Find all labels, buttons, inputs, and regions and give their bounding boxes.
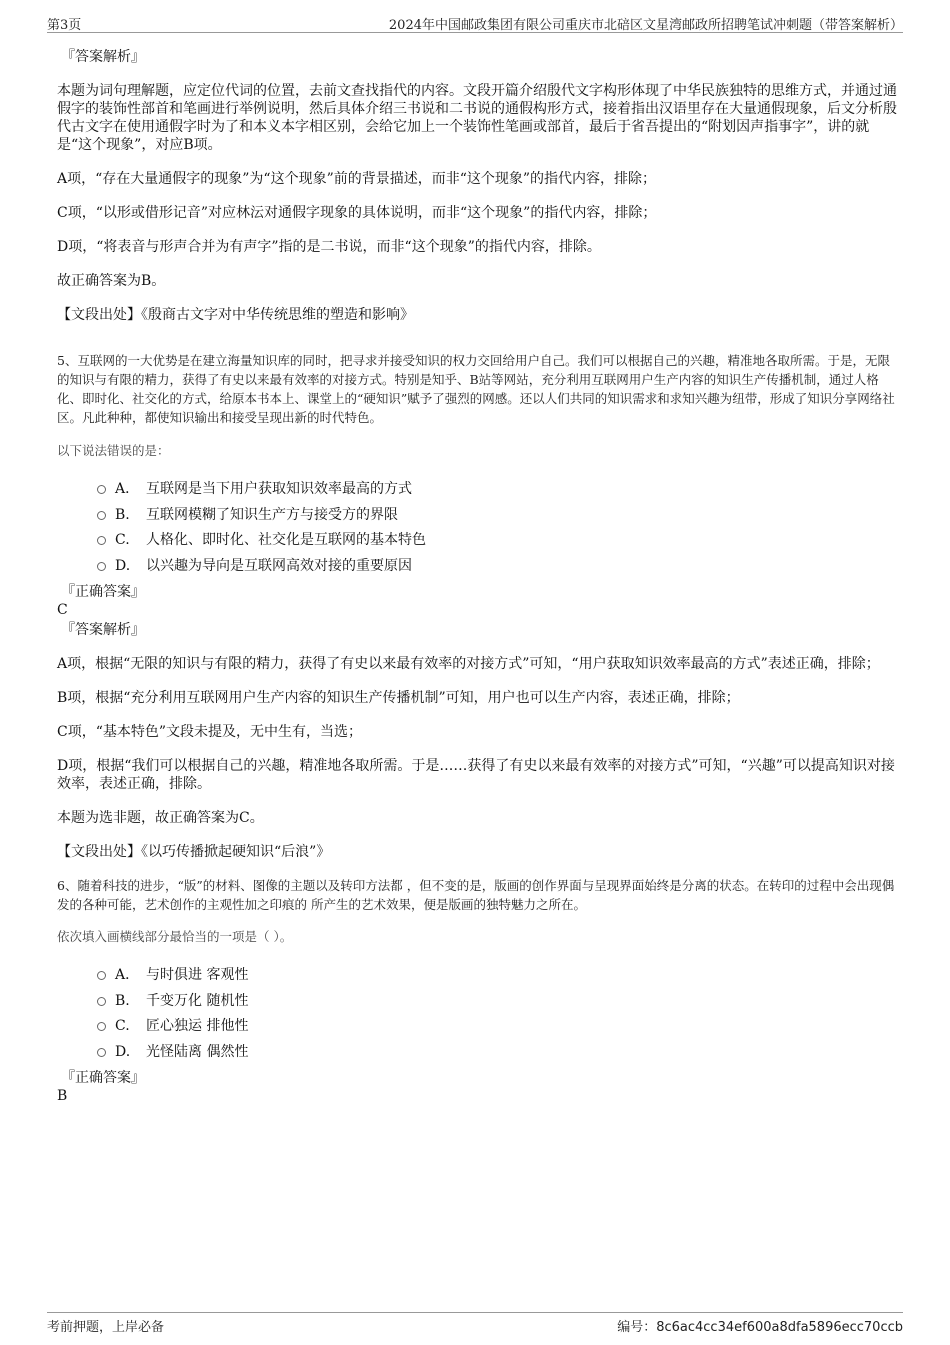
q4-conclusion: 故正确答案为B。	[57, 273, 166, 289]
q5-item-b: B项，根据“充分利用互联网用户生产内容的知识生产传播机制”可知，用户也可以生产内容，表述正确，排除；	[57, 690, 740, 706]
radio-icon[interactable]	[97, 1048, 106, 1057]
q6-answer-label: 『正确答案』	[61, 1070, 145, 1086]
q6-passage: 6、随着科技的进步，“版”的材料、图像的主题以及转印方法都 ，但不变的是，版画的创作界面与呈现界面始终是分离的状态。在转印的过程中会出现偶发的各种可能，艺术创作的主观性加之印痕的 所产生的艺术效果，便是版画的独特魅力之所在。	[57, 878, 895, 912]
q6-option-d[interactable]	[57, 1042, 897, 1068]
option-text: 互联网是当下用户获取知识效率最高的方式	[146, 481, 412, 497]
footer-code	[617, 1316, 903, 1335]
q5-answer-label: 『正确答案』	[61, 584, 145, 600]
document-title: 2024年中国邮政集团有限公司重庆市北碚区文星湾邮政所招聘笔试冲刺题（带答案解析）	[388, 18, 903, 33]
radio-icon[interactable]	[97, 997, 106, 1006]
option-letter: B.	[115, 506, 130, 523]
q5-option-b[interactable]	[57, 505, 897, 531]
radio-icon[interactable]	[97, 511, 106, 520]
option-letter: A．	[115, 967, 140, 983]
q6-prompt: 依次填入画横线部分最恰当的一项是（ ）。	[57, 929, 293, 944]
q5-option-a[interactable]	[57, 479, 897, 505]
option-text: 匠心独运 排他性	[146, 1018, 249, 1034]
footer-code-label: 编号：	[617, 1320, 657, 1335]
q5-item-c: C项，“基本特色”文段未提及，无中生有，当选；	[57, 724, 363, 740]
q4-item-a: A项，“存在大量通假字的现象”为“这个现象”前的背景描述，而非“这个现象”的指代内容，排除；	[57, 171, 657, 187]
q5-option-d[interactable]	[57, 556, 897, 582]
q5-item-a: A项，根据“无限的知识与有限的精力，获得了有史以来最有效率的对接方式”可知，“用户获取知识效率最高的方式”表述正确，排除；	[57, 656, 880, 672]
option-text: 与时俱进 客观性	[146, 967, 249, 983]
option-text: 互联网模糊了知识生产方与接受方的界限	[146, 506, 398, 523]
radio-icon[interactable]	[97, 536, 106, 545]
page-footer	[47, 1312, 903, 1335]
q5-answer: C	[57, 602, 68, 618]
q5-item-d: D项，根据“我们可以根据自己的兴趣，精准地各取所需。于是……获得了有史以来最有效率的对接方式”可知，“兴趣”可以提高知识对接效率，表述正确，排除。	[57, 758, 895, 792]
q5-source: 【文段出处】《以巧传播掀起硬知识“后浪”》	[57, 844, 331, 860]
page-number: 第3页	[47, 18, 82, 33]
q4-source: 【文段出处】《殷商古文字对中华传统思维的塑造和影响》	[57, 307, 414, 323]
option-letter: D.	[115, 1043, 131, 1060]
q6-options	[57, 965, 897, 1067]
q6-option-c[interactable]	[57, 1016, 897, 1042]
option-letter: A．	[115, 481, 140, 497]
q5-prompt: 以下说法错误的是：	[57, 443, 170, 458]
option-letter: C.	[115, 1018, 130, 1034]
q4-item-d: D项，“将表音与形声合并为有声字”指的是二书说，而非“这个现象”的指代内容，排除。	[57, 239, 601, 255]
q4-analysis-label: 『答案解析』	[61, 49, 145, 65]
q5-analysis-label: 『答案解析』	[61, 622, 145, 638]
radio-icon[interactable]	[97, 485, 106, 494]
option-text: 光怪陆离 偶然性	[146, 1043, 249, 1060]
radio-icon[interactable]	[97, 971, 106, 980]
q4-analysis-text: 本题为词句理解题，应定位代词的位置，去前文查找指代的内容。文段开篇介绍殷代文字构形体现了中华民族独特的思维方式，并通过通假字的装饰性部首和笔画进行举例说明，然后具体介绍三书说和二书说的通假构形方式，接着指出汉语里存在大量通假现象，后文分析殷代古文字在使用通假字时为了和本义本字相区别，会给它加上一个装饰性笔画或部首，最后于省吾提出的“附划因声指事字”，讲的就是“这个现象”，对应B项。	[57, 83, 897, 153]
q5-passage: 5、互联网的一大优势是在建立海量知识库的同时，把寻求并接受知识的权力交回给用户自己。我们可以根据自己的兴趣，精准地各取所需。于是，无限的知识与有限的精力，获得了有史以来最有效率的对接方式。特别是知乎、B站等网站，充分利用互联网用户生产内容的知识生产传播机制，通过人格化、即时化、社交化的方式，给原本书本上、课堂上的“硬知识”赋予了强烈的网感。还以人们共同的知识需求和求知兴趣为纽带，形成了知识分享网络社区。凡此种种，都使知识输出和接受呈现出新的时代特色。	[57, 353, 895, 425]
option-letter: B.	[115, 992, 130, 1009]
q6-option-b[interactable]	[57, 991, 897, 1017]
radio-icon[interactable]	[97, 1022, 106, 1031]
q5-option-c[interactable]	[57, 530, 897, 556]
option-letter: C.	[115, 532, 130, 548]
radio-icon[interactable]	[97, 562, 106, 571]
footer-slogan: 考前押题，上岸必备	[47, 1320, 165, 1335]
page-content	[57, 40, 897, 1105]
option-text: 以兴趣为导向是互联网高效对接的重要原因	[146, 557, 412, 574]
q5-conclusion: 本题为选非题，故正确答案为C。	[57, 810, 264, 826]
option-text: 千变万化 随机性	[146, 992, 249, 1009]
page-header	[47, 14, 903, 33]
option-text: 人格化、即时化、社交化是互联网的基本特色	[146, 532, 426, 548]
q6-answer: B	[57, 1088, 68, 1104]
footer-code-value: 8c6ac4cc34ef600a8dfa5896ecc70ccb	[656, 1320, 903, 1335]
q6-option-a[interactable]	[57, 965, 897, 991]
q4-item-c: C项，“以形或借形记音”对应林沄对通假字现象的具体说明，而非“这个现象”的指代内容，排除；	[57, 205, 657, 221]
option-letter: D.	[115, 557, 131, 574]
q5-options	[57, 479, 897, 581]
